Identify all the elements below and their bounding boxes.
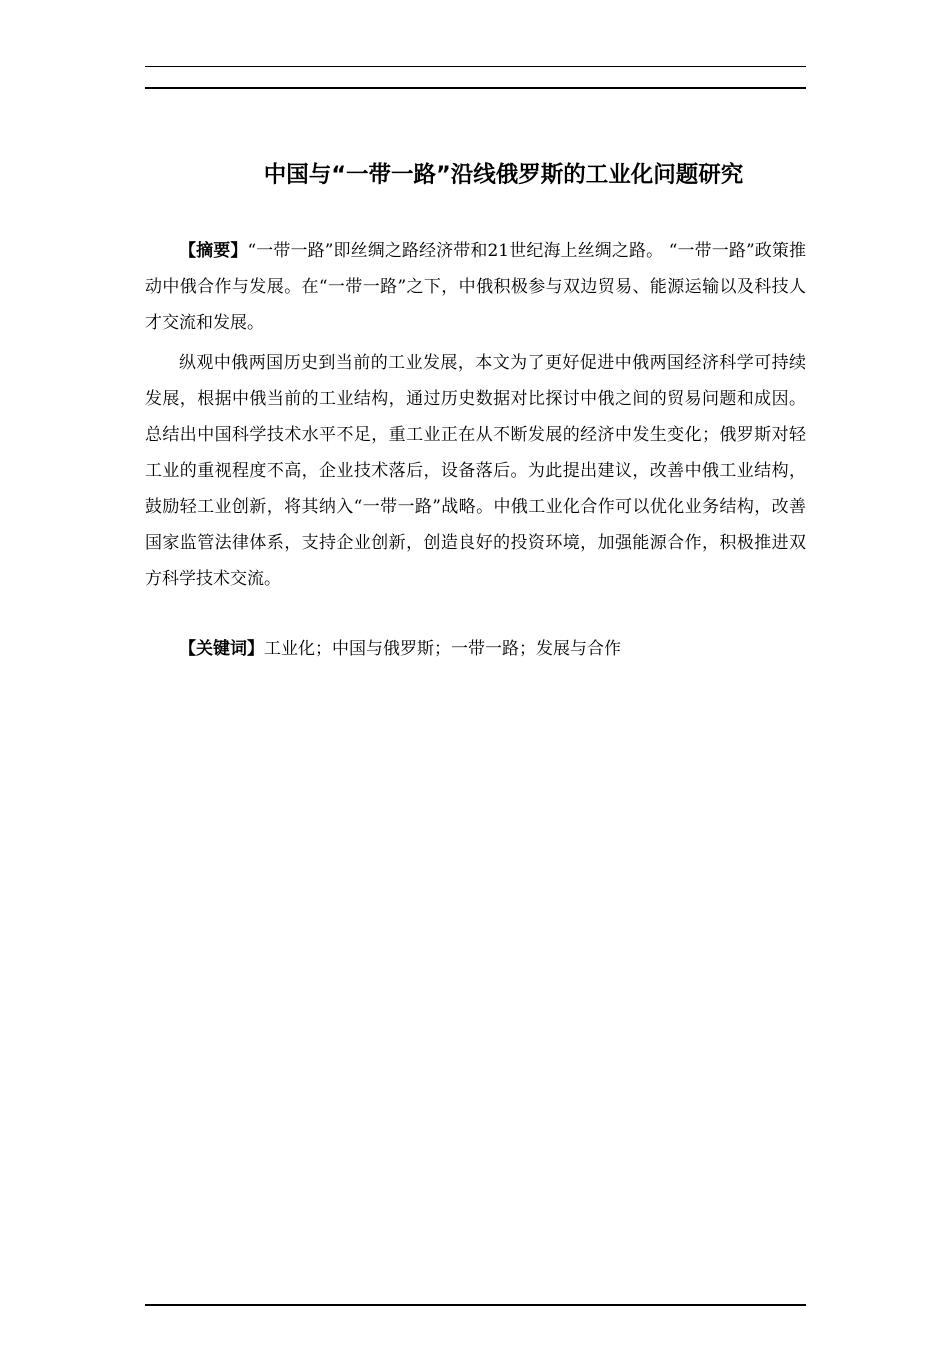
header-rule-thick (145, 87, 806, 89)
keywords-text: 工业化；中国与俄罗斯；一带一路；发展与合作 (264, 639, 621, 659)
footer-rule (145, 1304, 806, 1306)
abstract-paragraph (145, 233, 806, 341)
abstract-text: “一带一路”即丝绸之路经济带和21世纪海上丝绸之路。 “一带一路”政策推动中俄合作与发展。在“一带一路”之下，中俄积极参与双边贸易、能源运输以及科技人才交流和发展。 (145, 241, 806, 333)
abstract-body-paragraph: 纵观中俄两国历史到当前的工业发展，本文为了更好促进中俄两国经济科学可持续发展，根据中俄当前的工业结构，通过历史数据对比探讨中俄之间的贸易问题和成因。总结出中国科学技术水平不足，重工业正在从不断发展的经济中发生变化；俄罗斯对轻工业的重视程度不高，企业技术落后，设备落后。为此提出建议，改善中俄工业结构，鼓励轻工业创新，将其纳入“一带一路”战略。中俄工业化合作可以优化业务结构，改善国家监管法律体系，支持企业创新，创造良好的投资环境，加强能源合作，积极推进双方科学技术交流。 (145, 353, 806, 589)
keywords-label: 【关键词】 (179, 639, 264, 659)
keywords-paragraph (145, 631, 806, 667)
abstract-label: 【摘要】 (179, 241, 248, 261)
paper-title: 中国与“一带一路”沿线俄罗斯的工业化问题研究 (263, 162, 744, 188)
header-rule-thin (145, 66, 806, 67)
